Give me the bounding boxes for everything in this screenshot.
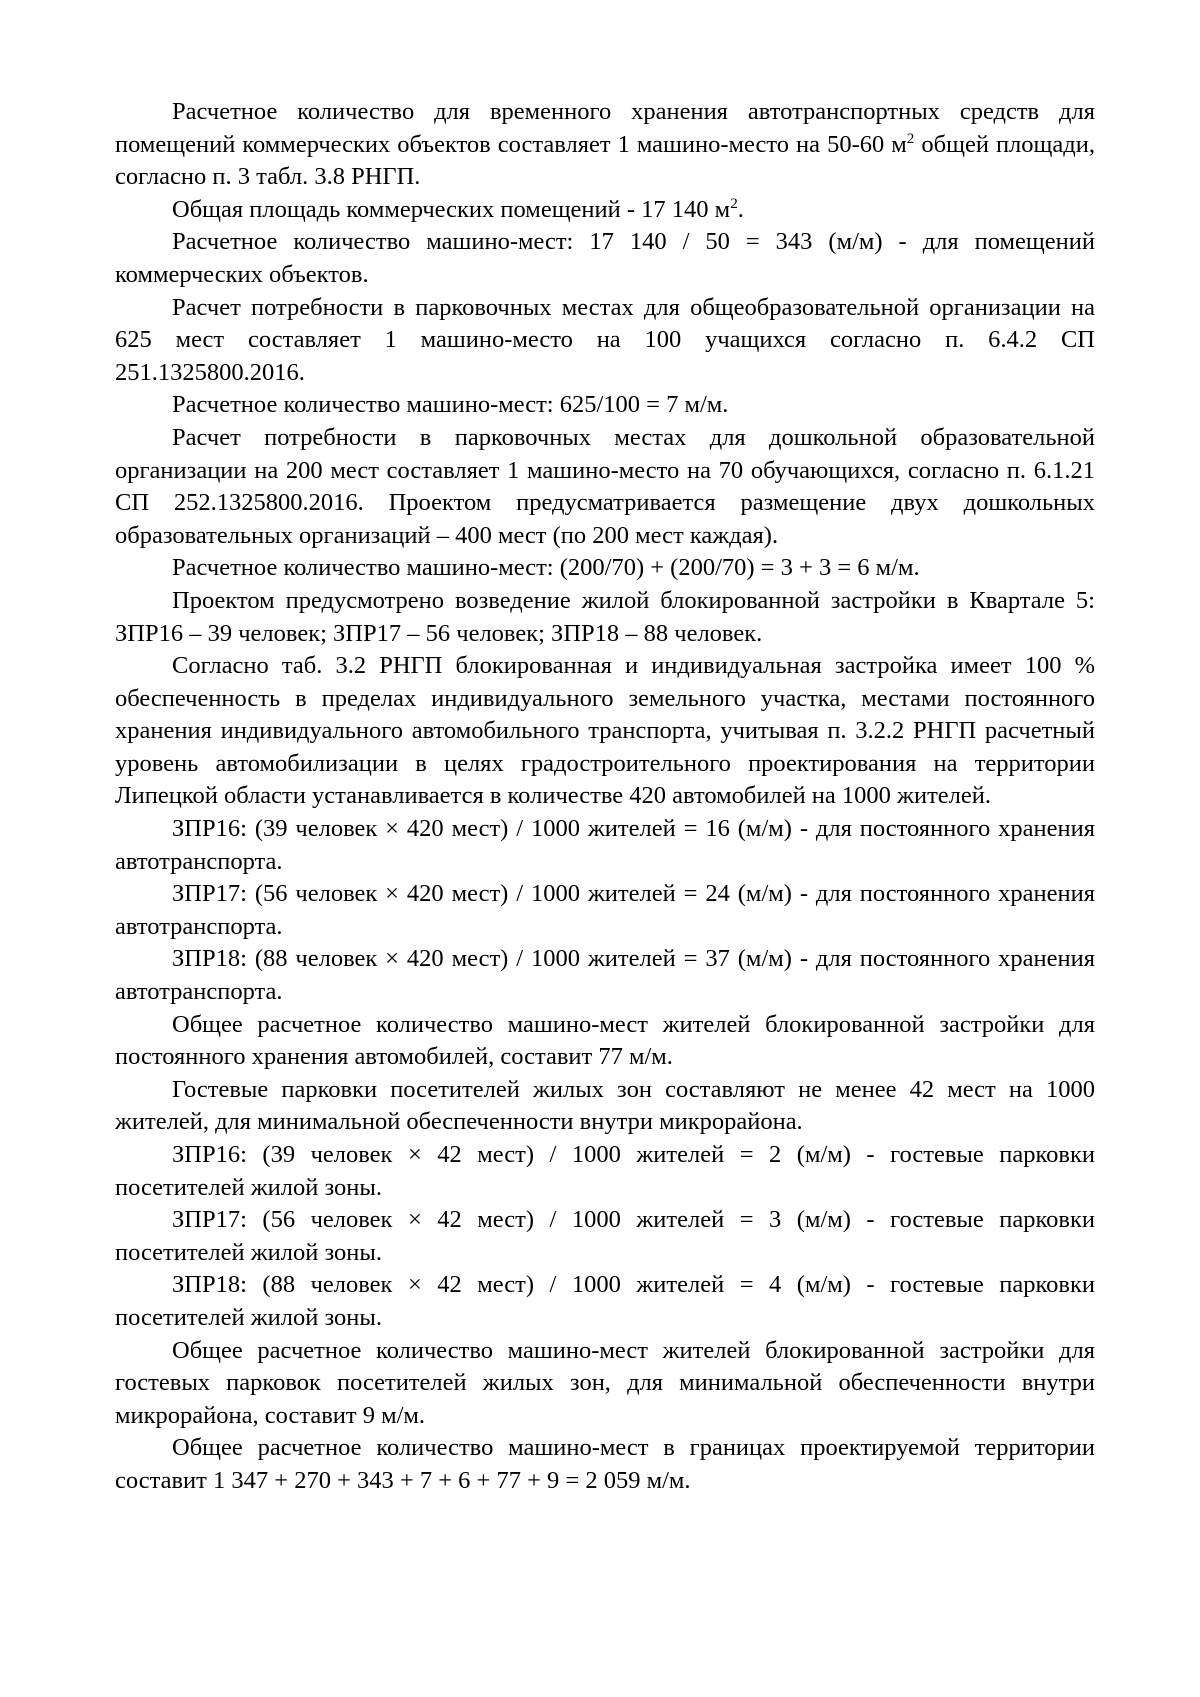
paragraph-kindergarten-norm: Расчет потребности в парковочных местах для дошкольной образовательной организации на 200 мест составляет 1 машино-место на 70 обучающихся, согласно п. 6.1.21 СП 252.1325800.2016. Проектом предусматривается размещение двух дошкольных образовательных организаций – 400 мест (по 200 мест каждая). (115, 423, 1095, 549)
paragraph-zpr18-permanent: ЗПР18: (88 человек × 420 мест) / 1000 жителей = 37 (м/м) - для постоянного хранения автотранспорта. (115, 945, 1095, 1006)
paragraph-guest-total: Общее расчетное количество машино-мест жителей блокированной застройки для гостевых парковок посетителей жилых зон, для минимальной обеспеченности внутри микрорайона, составит 9 м/м. (115, 1336, 1095, 1429)
document-page (115, 96, 1095, 1498)
paragraph-zpr17-guest: ЗПР17: (56 человек × 42 мест) / 1000 жителей = 3 (м/м) - гостевые парковки посетителей жилой зоны. (115, 1206, 1095, 1266)
paragraph-blocked-housing: Проектом предусмотрено возведение жилой блокированной застройки в Квартале 5: ЗПР16 – 39 человек; ЗПР17 – 56 человек; ЗПР18 – 88 человек. (115, 586, 1095, 647)
paragraph-school-norm: Расчет потребности в парковочных местах для общеобразовательной организации на 625 мест составляет 1 машино-место на 100 учащихся согласно п. 6.4.2 СП 251.1325800.2016. (115, 293, 1095, 386)
paragraph-zpr16-permanent: ЗПР16: (39 человек × 420 мест) / 1000 жителей = 16 (м/м) - для постоянного хранения автотранспорта. (115, 815, 1095, 875)
paragraph-motorization-norm: Согласно таб. 3.2 РНГП блокированная и индивидуальная застройка имеет 100 % обеспеченность в пределах индивидуального земельного участка, местами постоянного хранения индивидуального автомобильного транспорта, учитывая п. 3.2.2 РНГП расчетный уровень автомобилизации в целях градостроительного проектирования на территории Липецкой области устанавливается в количестве 420 автомобилей на 1000 жителей. (115, 652, 1095, 810)
paragraph-grand-total: Общее расчетное количество машино-мест в границах проектируемой территории составит 1 347 + 270 + 343 + 7 + 6 + 77 + 9 = 2 059 м/м. (115, 1434, 1095, 1494)
paragraph-zpr17-permanent: ЗПР17: (56 человек × 420 мест) / 1000 жителей = 24 (м/м) - для постоянного хранения автотранспорта. (115, 880, 1095, 940)
paragraph-zpr16-guest: ЗПР16: (39 человек × 42 мест) / 1000 жителей = 2 (м/м) - гостевые парковки посетителей жилой зоны. (115, 1141, 1095, 1201)
paragraph-zpr18-guest: ЗПР18: (88 человек × 42 мест) / 1000 жителей = 4 (м/м) - гостевые парковки посетителей жилой зоны. (115, 1271, 1095, 1331)
paragraph-guest-norm: Гостевые парковки посетителей жилых зон составляют не менее 42 мест на 1000 жителей, для минимальной обеспеченности внутри микрорайона. (115, 1075, 1095, 1136)
paragraph-permanent-total: Общее расчетное количество машино-мест жителей блокированной застройки для постоянного хранения автомобилей, составит 77 м/м. (115, 1010, 1095, 1071)
paragraph-kindergarten-calc: Расчетное количество машино-мест: (200/70) + (200/70) = 3 + 3 = 6 м/м. (172, 554, 920, 582)
paragraph-commercial-calc: Расчетное количество машино-мест: 17 140 / 50 = 343 (м/м) - для помещений коммерческих объектов. (115, 228, 1095, 288)
superscript-2: 2 (730, 194, 738, 212)
superscript-2: 2 (906, 129, 915, 147)
paragraph-commercial-norm: Расчетное количество для временного хранения автотранспортных средств для помещений коммерческих объектов составляет 1 машино-место на 50-60 $м^2$ общей площади, согласно п. 3 табл. 3.8 РНГП. (115, 98, 1095, 191)
paragraph-commercial-area: Общая площадь коммерческих помещений - 17 140 $м^2$. (172, 194, 744, 223)
paragraph-school-calc: Расчетное количество машино-мест: 625/100 = 7 м/м. (172, 391, 729, 419)
